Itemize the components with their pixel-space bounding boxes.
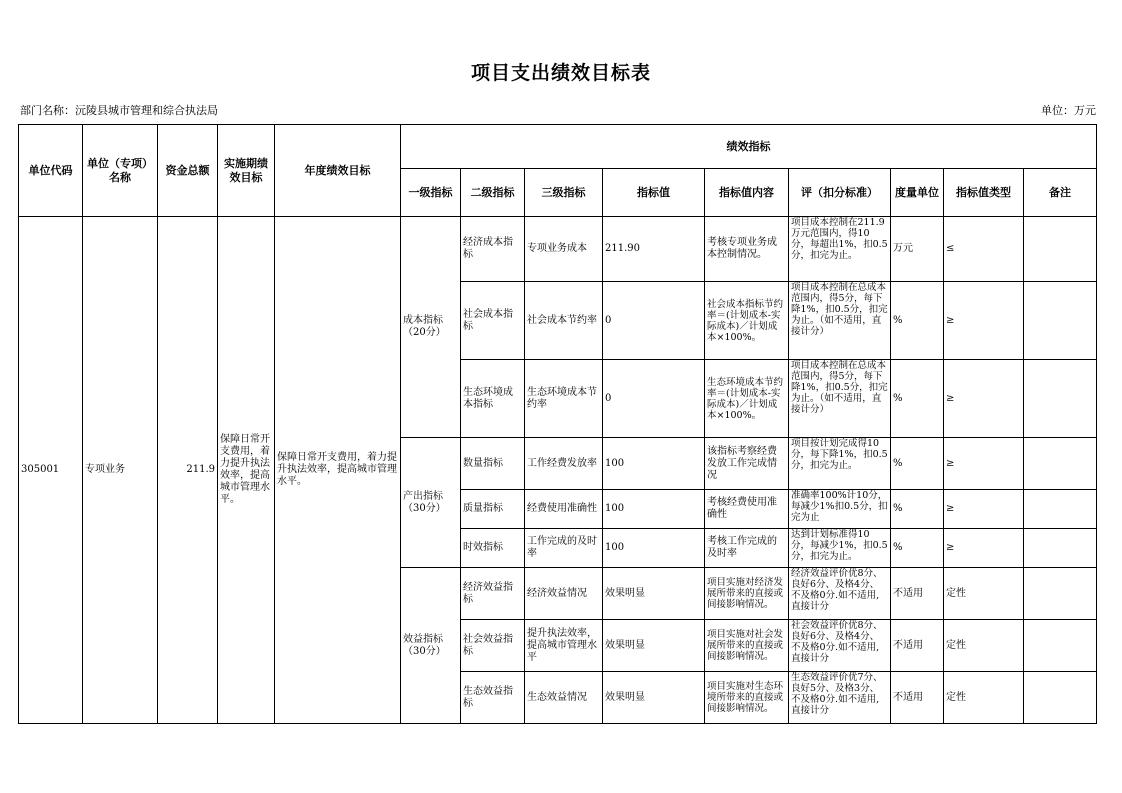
- measure-cell: %: [891, 360, 944, 438]
- value-type-cell: 定性: [944, 620, 1024, 672]
- level2-cell: 经济效益指标: [461, 568, 525, 620]
- content-cell: 生态环境成本节约率＝(计划成本-实际成本)／计划成本×100%。: [705, 360, 789, 438]
- remark-cell: [1024, 438, 1097, 490]
- measure-cell: %: [891, 438, 944, 490]
- measure-cell: 不适用: [891, 672, 944, 724]
- score-cell: 项目成本控制在总成本范围内，得5分，每下降1%，扣0.5分，扣完为止。（如不适用，直接计分）: [789, 282, 891, 360]
- value-type-cell: ≥: [944, 438, 1024, 490]
- measure-cell: %: [891, 282, 944, 360]
- level1-benefit: 效益指标（30分）: [401, 568, 461, 724]
- level3-cell: 生态效益情况: [525, 672, 603, 724]
- content-cell: 考核工作完成的及时率: [705, 529, 789, 568]
- level2-cell: 数量指标: [461, 438, 525, 490]
- remark-cell: [1024, 217, 1097, 282]
- measure-cell: 不适用: [891, 568, 944, 620]
- measure-cell: 不适用: [891, 620, 944, 672]
- remark-cell: [1024, 620, 1097, 672]
- header-score: 评（扣分标准）: [789, 169, 891, 217]
- level2-cell: 时效指标: [461, 529, 525, 568]
- value-cell: 效果明显: [603, 568, 705, 620]
- level2-cell: 质量指标: [461, 490, 525, 529]
- level3-cell: 经济效益情况: [525, 568, 603, 620]
- level2-cell: 社会成本指标: [461, 282, 525, 360]
- department-name: 部门名称：沅陵县城市管理和综合执法局: [20, 104, 218, 117]
- level3-cell: 工作完成的及时率: [525, 529, 603, 568]
- remark-cell: [1024, 672, 1097, 724]
- level3-cell: 生态环境成本节约率: [525, 360, 603, 438]
- performance-target-table: [18, 124, 1097, 724]
- header-level1: 一级指标: [401, 169, 461, 217]
- value-cell: 0: [603, 282, 705, 360]
- value-cell: 211.90: [603, 217, 705, 282]
- content-cell: 项目实施对经济发展所带来的直接或间接影响情况。: [705, 568, 789, 620]
- score-cell: 项目成本控制在211.9万元范围内，得10分，每超出1%，扣0.5分，扣完为止。: [789, 217, 891, 282]
- value-cell: 0: [603, 360, 705, 438]
- value-type-cell: 定性: [944, 568, 1024, 620]
- header-content: 指标值内容: [705, 169, 789, 217]
- remark-cell: [1024, 529, 1097, 568]
- level3-cell: 社会成本节约率: [525, 282, 603, 360]
- table-row: [19, 217, 1097, 282]
- measure-cell: %: [891, 490, 944, 529]
- remark-cell: [1024, 360, 1097, 438]
- total-cell: 211.9: [158, 217, 218, 724]
- value-type-cell: ≥: [944, 529, 1024, 568]
- measure-cell: 万元: [891, 217, 944, 282]
- level3-cell: 专项业务成本: [525, 217, 603, 282]
- value-cell: 效果明显: [603, 672, 705, 724]
- page-title: 项目支出绩效目标表: [470, 62, 651, 84]
- level1-output: 产出指标（30分）: [401, 438, 461, 568]
- header-total: 资金总额: [158, 125, 218, 217]
- level2-cell: 生态效益指标: [461, 672, 525, 724]
- score-cell: 经济效益评价优8分、良好6分、及格4分、不及格0分.如不适用,直接计分: [789, 568, 891, 620]
- remark-cell: [1024, 568, 1097, 620]
- level3-cell: 经费使用准确性: [525, 490, 603, 529]
- value-cell: 效果明显: [603, 620, 705, 672]
- score-cell: 达到计划标准得10分，每减少1%，扣0.5分，扣完为止。: [789, 529, 891, 568]
- annual-goal-cell: 保障日常开支费用，着力提升执法效率，提高城市管理水平。: [275, 217, 401, 724]
- header-annual-goal: 年度绩效目标: [275, 125, 401, 217]
- content-cell: 项目实施对生态环境所带来的直接或间接影响情况。: [705, 672, 789, 724]
- level2-cell: 社会效益指标: [461, 620, 525, 672]
- score-cell: 生态效益评价优7分、良好5分、及格3分、不及格0分.如不适用,直接计分: [789, 672, 891, 724]
- unit-name-cell: 专项业务: [83, 217, 158, 724]
- content-cell: 考核专项业务成本控制情况。: [705, 217, 789, 282]
- level2-cell: 经济成本指标: [461, 217, 525, 282]
- header-measure: 度量单位: [891, 169, 944, 217]
- level2-cell: 生态环境成本指标: [461, 360, 525, 438]
- value-type-cell: 定性: [944, 672, 1024, 724]
- remark-cell: [1024, 282, 1097, 360]
- content-cell: 该指标考察经费发放工作完成情况: [705, 438, 789, 490]
- remark-cell: [1024, 490, 1097, 529]
- header-level2: 二级指标: [461, 169, 525, 217]
- measure-cell: %: [891, 529, 944, 568]
- value-type-cell: ≤: [944, 217, 1024, 282]
- score-cell: 准确率100%计10分，每减少1%扣0.5分，扣完为止: [789, 490, 891, 529]
- header-unit-code: 单位代码: [19, 125, 83, 217]
- header-row-1: [19, 125, 1097, 169]
- value-cell: 100: [603, 438, 705, 490]
- value-type-cell: ≥: [944, 360, 1024, 438]
- score-cell: 项目成本控制在总成本范围内，得5分，每下降1%，扣0.5分，扣完为止。（如不适用，直接计分）: [789, 360, 891, 438]
- content-cell: 社会成本指标节约率＝(计划成本-实际成本)／计划成本×100%。: [705, 282, 789, 360]
- header-unit-name: 单位（专项）名称: [83, 125, 158, 217]
- currency-unit: 单位：万元: [1041, 104, 1096, 117]
- header-level3: 三级指标: [525, 169, 603, 217]
- score-cell: 社会效益评价优8分、良好6分、及格4分、不及格0分.如不适用,直接计分: [789, 620, 891, 672]
- header-value-type: 指标值类型: [944, 169, 1024, 217]
- value-cell: 100: [603, 490, 705, 529]
- period-goal-cell: 保障日常开支费用，着力提升执法效率，提高城市管理水平。: [218, 217, 275, 724]
- header-performance: 绩效指标: [401, 125, 1097, 169]
- content-cell: 项目实施对社会发展所带来的直接或间接影响情况。: [705, 620, 789, 672]
- level3-cell: 提升执法效率，提高城市管理水平: [525, 620, 603, 672]
- value-cell: 100: [603, 529, 705, 568]
- unit-code-cell: 305001: [19, 217, 83, 724]
- level3-cell: 工作经费发放率: [525, 438, 603, 490]
- content-cell: 考核经费使用准确性: [705, 490, 789, 529]
- header-value: 指标值: [603, 169, 705, 217]
- value-type-cell: ≥: [944, 282, 1024, 360]
- value-type-cell: ≥: [944, 490, 1024, 529]
- header-remark: 备注: [1024, 169, 1097, 217]
- score-cell: 项目按计划完成得10分，每下降1%，扣0.5分，扣完为止。: [789, 438, 891, 490]
- header-period-goal: 实施期绩效目标: [218, 125, 275, 217]
- level1-cost: 成本指标（20分）: [401, 217, 461, 438]
